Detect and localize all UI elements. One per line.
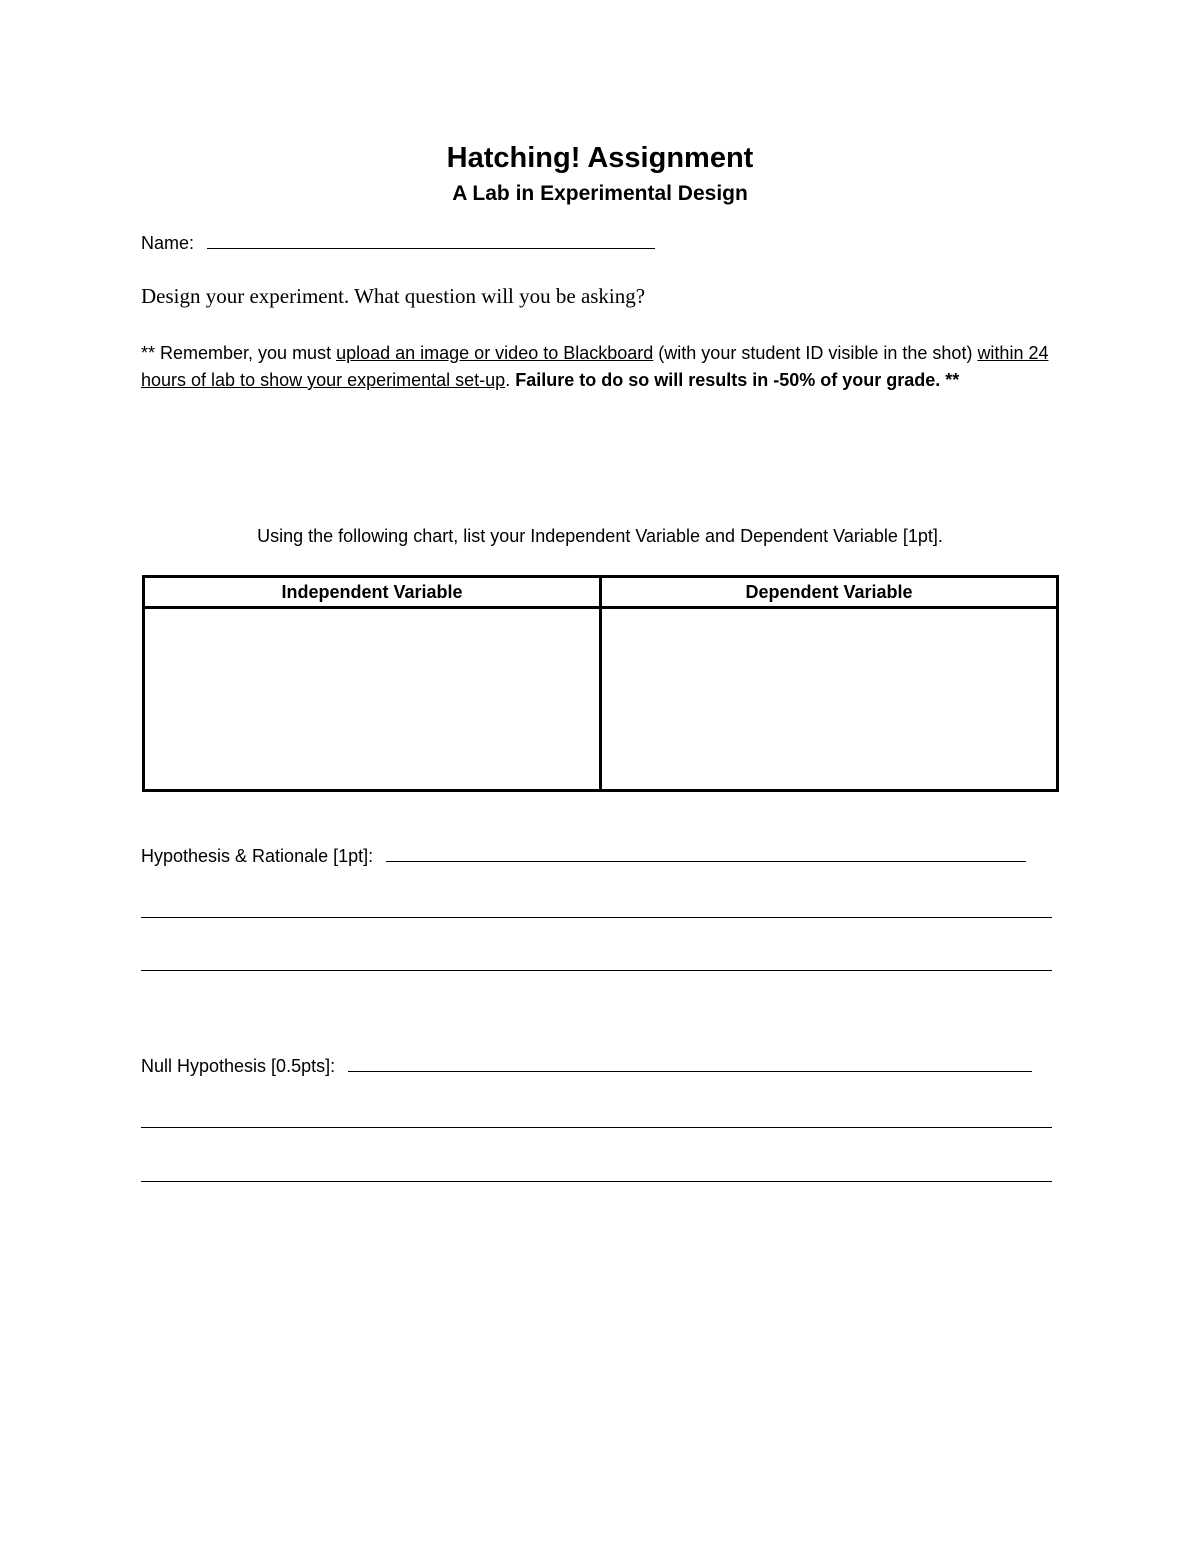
reminder-period: . bbox=[505, 370, 511, 390]
hypothesis-field[interactable] bbox=[141, 846, 1056, 867]
page-subtitle: A Lab in Experimental Design bbox=[452, 182, 748, 205]
upload-instruction: upload an image or video to Blackboard bbox=[336, 343, 654, 363]
independent-variable-cell[interactable] bbox=[144, 608, 601, 791]
independent-variable-header: Independent Variable bbox=[144, 577, 601, 608]
dependent-variable-header: Dependent Variable bbox=[601, 577, 1058, 608]
hypothesis-label: Hypothesis & Rationale [1pt]: bbox=[141, 846, 374, 866]
hypothesis-blank-line-2[interactable] bbox=[141, 917, 1052, 918]
name-blank[interactable] bbox=[207, 247, 655, 249]
reminder-prefix: ** Remember, you must bbox=[141, 343, 337, 363]
hypothesis-blank-inline[interactable] bbox=[386, 860, 1026, 862]
reminder-note bbox=[141, 340, 1051, 394]
name-field[interactable] bbox=[141, 233, 655, 254]
design-question: Design your experiment. What question will you be asking? bbox=[141, 284, 646, 308]
null-hypothesis-blank-line-2[interactable] bbox=[141, 1127, 1052, 1128]
null-hypothesis-blank-line-3[interactable] bbox=[141, 1181, 1052, 1182]
hypothesis-blank-line-3[interactable] bbox=[141, 970, 1052, 971]
page-title: Hatching! Assignment bbox=[446, 142, 754, 174]
name-label: Name: bbox=[141, 233, 195, 253]
deadline-instruction: within 24 hours of lab to show your experimental set-up bbox=[141, 343, 1049, 390]
penalty-warning: Failure to do so will results in -50% of your grade. ** bbox=[510, 370, 960, 390]
reminder-middle: (with your student ID visible in the shot) bbox=[653, 343, 978, 363]
chart-instruction: Using the following chart, list your Independent Variable and Dependent Variable [1pt]. bbox=[257, 526, 943, 546]
null-hypothesis-blank-inline[interactable] bbox=[348, 1070, 1032, 1072]
variable-table bbox=[142, 575, 1059, 792]
null-hypothesis-label: Null Hypothesis [0.5pts]: bbox=[141, 1056, 336, 1076]
dependent-variable-cell[interactable] bbox=[601, 608, 1058, 791]
null-hypothesis-field[interactable] bbox=[141, 1056, 1056, 1077]
